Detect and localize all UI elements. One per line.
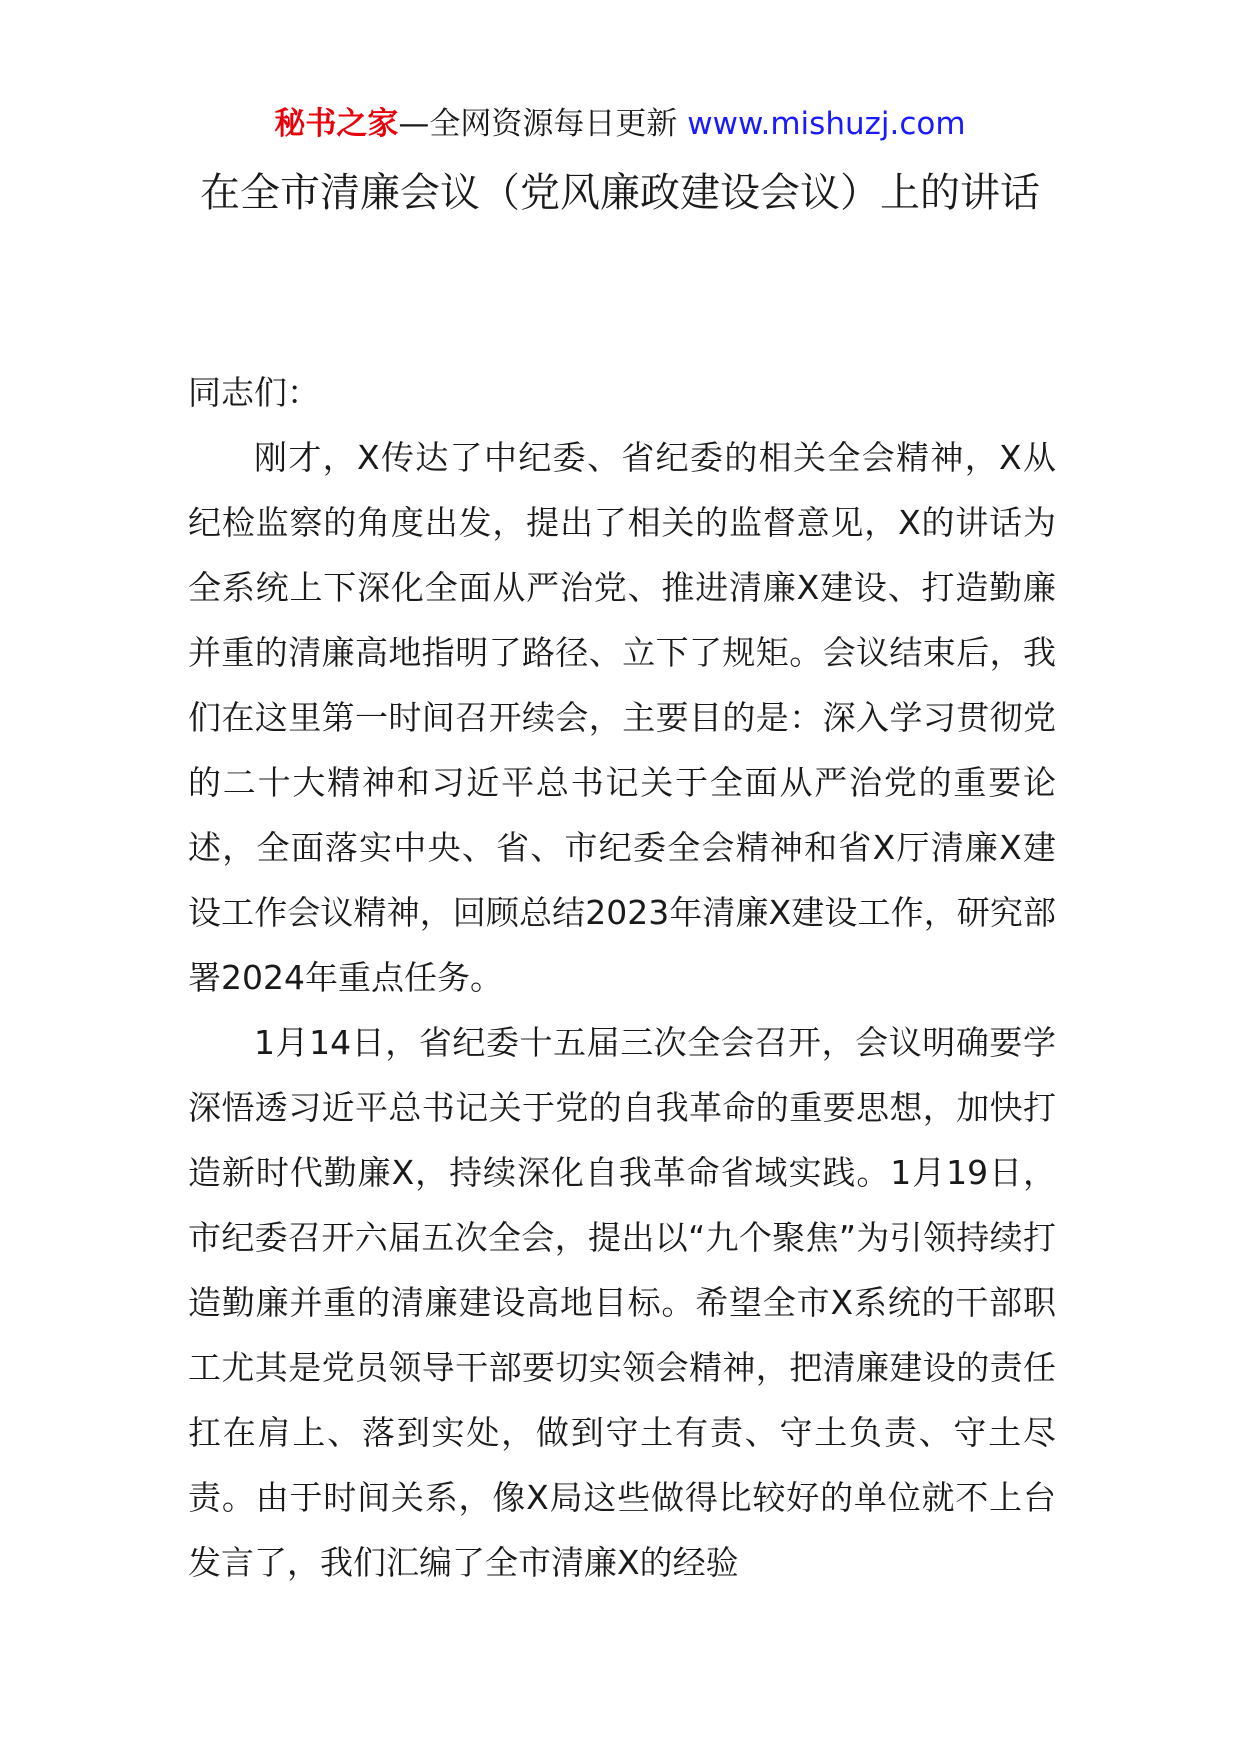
paragraph: 刚才，X传达了中纪委、省纪委的相关全会精神，X从纪检监察的角度出发，提出了相关的监督意见，X的讲话为全系统上下深化全面从严治党、推进清廉X建设、打造勤廉并重的清廉高地指明了路径、立下了规矩。会议结束后，我们在这里第一时间召开续会，主要目的是：深入学习贯彻党的二十大精神和习近平总书记关于全面从严治党的重要论述，全面落实中央、省、市纪委全会精神和省X厅清廉X建设工作会议精神，回顾总结2023年清廉X建设工作，研究部署2024年重点任务。 xyxy=(188,438,1056,997)
site-header xyxy=(0,100,1240,148)
document-title: 在全市清廉会议（党风廉政建设会议）上的讲话 xyxy=(200,170,1040,216)
greeting: 同志们： xyxy=(188,373,320,412)
brand-name: 秘书之家 xyxy=(274,106,399,142)
paragraph: 1月14日，省纪委十五届三次全会召开，会议明确要学深悟透习近平总书记关于党的自我革命的重要思想，加快打造新时代勤廉X，持续深化自我革命省域实践。1月19日，市纪委召开六届五次全会，提出以“九个聚焦”为引领持续打造勤廉并重的清廉建设高地目标。希望全市X系统的干部职工尤其是党员领导干部要切实领会精神，把清廉建设的责任扛在肩上、落到实处，做到守土有责、守土负责、守土尽责。由于时间关系，像X局这些做得比较好的单位就不上台发言了，我们汇编了全市清廉X的经验 xyxy=(188,1023,1056,1582)
header-tagline: —全网资源每日更新 xyxy=(398,106,688,142)
document-body xyxy=(188,360,1056,1595)
site-url-link[interactable]: www.mishuzj.com xyxy=(687,106,966,142)
